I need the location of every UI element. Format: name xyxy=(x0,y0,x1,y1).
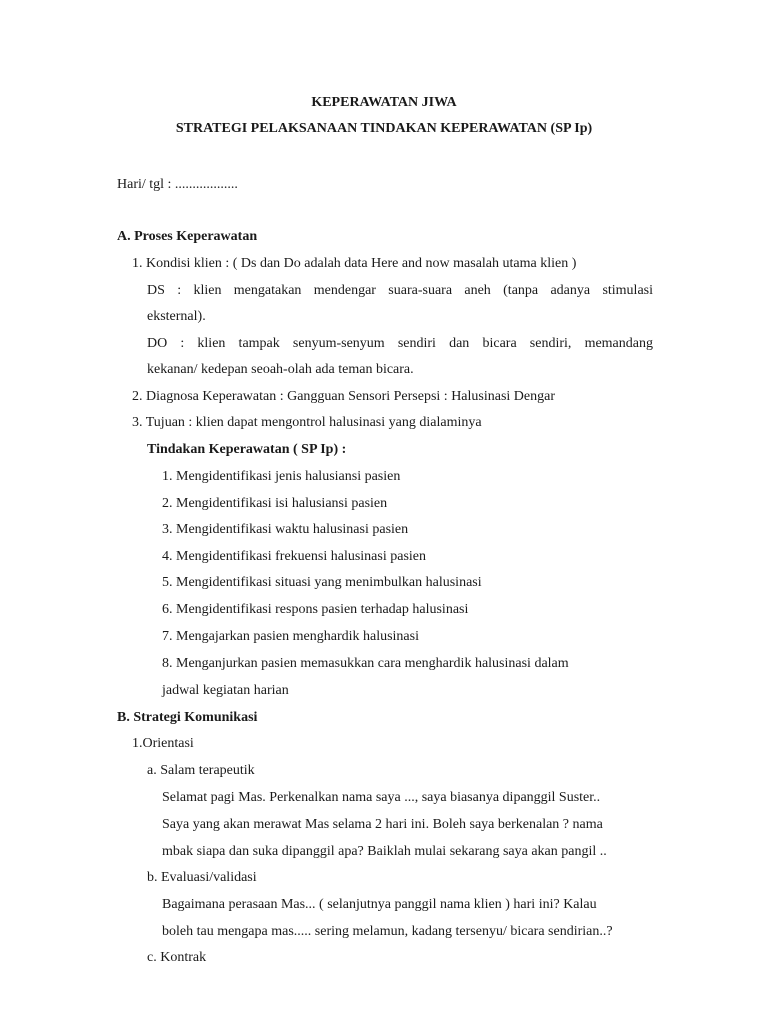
tindakan-item: 2. Mengidentifikasi isi halusiansi pasien xyxy=(162,496,388,511)
document-subtitle: STRATEGI PELAKSANAAN TINDAKAN KEPERAWATAN (SP Ip) xyxy=(175,121,593,136)
tindakan-item: 8. Menganjurkan pasien memasukkan cara menghardik halusinasi dalam xyxy=(162,656,569,671)
do-line-2: kekanan/ kedepan seoah-olah ada teman bicara. xyxy=(147,362,414,377)
item-tujuan: 3. Tujuan : klien dapat mengontrol halusinasi yang dialaminya xyxy=(132,415,482,430)
salam-heading: a. Salam terapeutik xyxy=(147,763,255,778)
item-kondisi-klien: 1. Kondisi klien : ( Ds dan Do adalah data Here and now masalah utama klien ) xyxy=(132,256,577,271)
do-line-1: DO : klien tampak senyum-senyum sendiri dan bicara sendiri, memandang xyxy=(147,336,653,351)
evaluasi-line: Bagaimana perasaan Mas... ( selanjutnya panggil nama klien ) hari ini? Kalau xyxy=(162,897,597,912)
salam-line: mbak siapa dan suka dipanggil apa? Baiklah mulai sekarang saya akan pangil .. xyxy=(162,844,607,859)
tindakan-item: 6. Mengidentifikasi respons pasien terhadap halusinasi xyxy=(162,602,469,617)
salam-line: Saya yang akan merawat Mas selama 2 hari ini. Boleh saya berkenalan ? nama xyxy=(162,817,603,832)
item-diagnosa: 2. Diagnosa Keperawatan : Gangguan Sensori Persepsi : Halusinasi Dengar xyxy=(132,389,556,404)
tindakan-item: 7. Mengajarkan pasien menghardik halusinasi xyxy=(162,629,419,644)
ds-line-1: DS : klien mengatakan mendengar suara-suara aneh (tanpa adanya stimulasi xyxy=(147,283,653,298)
tindakan-item: 5. Mengidentifikasi situasi yang menimbulkan halusinasi xyxy=(162,575,482,590)
tindakan-heading: Tindakan Keperawatan ( SP Ip) : xyxy=(147,442,347,457)
tindakan-item: 4. Mengidentifikasi frekuensi halusinasi pasien xyxy=(162,549,426,564)
tindakan-item: 1. Mengidentifikasi jenis halusiansi pasien xyxy=(162,469,401,484)
tindakan-item-continuation: jadwal kegiatan harian xyxy=(162,683,289,698)
salam-line: Selamat pagi Mas. Perkenalkan nama saya ..., saya biasanya dipanggil Suster.. xyxy=(162,790,601,805)
date-line: Hari/ tgl : .................. xyxy=(117,177,238,192)
evaluasi-line: boleh tau mengapa mas..... sering melamun, kadang tersenyu/ bicara sendirian..? xyxy=(162,924,613,939)
ds-line-2: eksternal). xyxy=(147,309,206,324)
section-a-heading: A. Proses Keperawatan xyxy=(117,229,258,244)
orientasi-heading: 1.Orientasi xyxy=(132,736,194,751)
document-title: KEPERAWATAN JIWA xyxy=(311,95,457,110)
evaluasi-heading: b. Evaluasi/validasi xyxy=(147,870,257,885)
tindakan-item: 3. Mengidentifikasi waktu halusinasi pasien xyxy=(162,522,409,537)
section-b-heading: B. Strategi Komunikasi xyxy=(117,710,258,725)
kontrak-heading: c. Kontrak xyxy=(147,950,207,965)
